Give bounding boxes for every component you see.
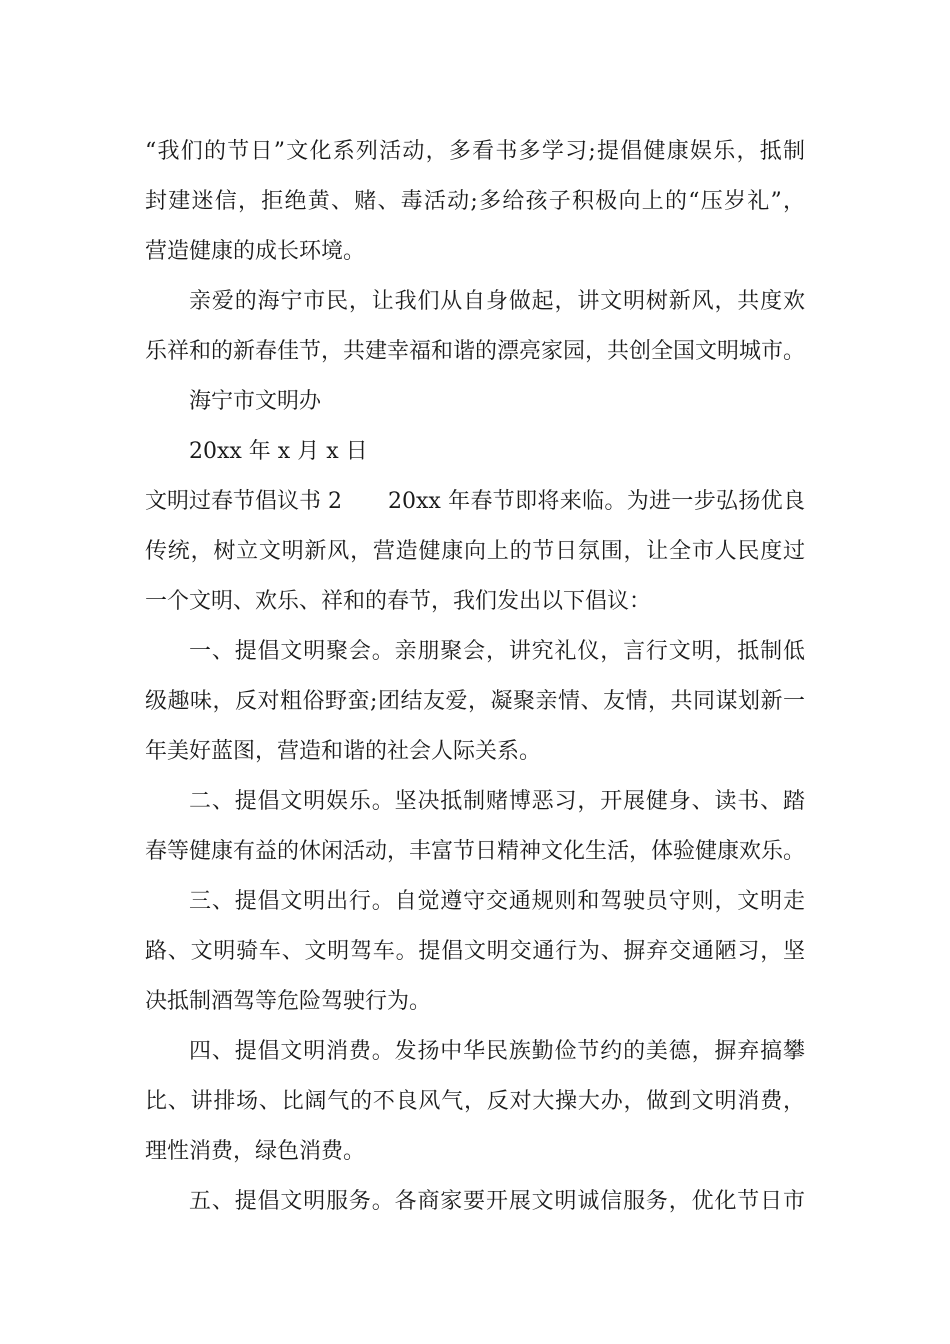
section-heading-line bbox=[0, 487, 950, 517]
text-line bbox=[0, 987, 950, 1017]
line-text: 营造健康的成长环境。 bbox=[145, 239, 366, 264]
line-text: 五、提倡文明服务。各商家要开展文明诚信服务，优化节日市 bbox=[189, 1189, 805, 1214]
text-line bbox=[0, 1187, 950, 1217]
line-text: 春等健康有益的休闲活动，丰富节日精神文化生活，体验健康欢乐。 bbox=[145, 839, 806, 864]
line-text: 一、提倡文明聚会。亲朋聚会，讲究礼仪，言行文明，抵制低 bbox=[189, 639, 805, 664]
line-text: 四、提倡文明消费。发扬中华民族勤俭节约的美德，摒弃搞攀 bbox=[189, 1039, 805, 1064]
line-text: 一个文明、欢乐、祥和的春节，我们发出以下倡议： bbox=[145, 589, 652, 614]
signature-org bbox=[0, 387, 950, 417]
text-line bbox=[0, 1087, 950, 1117]
line-text: 传统，树立文明新风，营造健康向上的节日氛围，让全市人民度过 bbox=[145, 539, 805, 564]
line-text: 三、提倡文明出行。自觉遵守交通规则和驾驶员守则，文明走 bbox=[189, 889, 805, 914]
text-line bbox=[0, 887, 950, 917]
line-text: 级趣味，反对粗俗野蛮;团结友爱，凝聚亲情、友情，共同谋划新一 bbox=[145, 689, 805, 714]
line-text: 理性消费，绿色消费。 bbox=[145, 1139, 366, 1164]
line-text: 20xx 年春节即将来临。为进一步弘扬优良 bbox=[388, 489, 805, 514]
text-line bbox=[0, 137, 950, 167]
text-line bbox=[0, 587, 950, 617]
line-text: 乐祥和的新春佳节，共建幸福和谐的漂亮家园，共创全国文明城市。 bbox=[145, 339, 806, 364]
text-line bbox=[0, 337, 950, 367]
section-title: 文明过春节倡议书 2 bbox=[145, 489, 342, 514]
text-line bbox=[0, 737, 950, 767]
line-text: 20xx 年 x 月 x 日 bbox=[189, 439, 368, 464]
line-text: 二、提倡文明娱乐。坚决抵制赌博恶习，开展健身、读书、踏 bbox=[189, 789, 805, 814]
line-text: 比、讲排场、比阔气的不良风气，反对大操大办，做到文明消费， bbox=[145, 1089, 805, 1114]
line-text: 亲爱的海宁市民，让我们从自身做起，讲文明树新风，共度欢 bbox=[189, 289, 805, 314]
text-line bbox=[0, 837, 950, 867]
signature-date bbox=[0, 437, 950, 467]
text-line bbox=[0, 687, 950, 717]
line-text: 年美好蓝图，营造和谐的社会人际关系。 bbox=[145, 739, 542, 764]
text-line bbox=[0, 537, 950, 567]
line-text: 决抵制酒驾等危险驾驶行为。 bbox=[145, 989, 432, 1014]
text-line bbox=[0, 937, 950, 967]
text-line bbox=[0, 237, 950, 267]
line-text: 封建迷信，拒绝黄、赌、毒活动;多给孩子积极向上的“压岁礼”， bbox=[145, 189, 805, 214]
line-text: 路、文明骑车、文明驾车。提倡文明交通行为、摒弃交通陋习，坚 bbox=[145, 939, 805, 964]
text-line bbox=[0, 637, 950, 667]
text-line bbox=[0, 1137, 950, 1167]
line-text: 海宁市文明办 bbox=[189, 389, 322, 414]
text-line bbox=[0, 1037, 950, 1067]
text-line bbox=[0, 287, 950, 317]
text-line bbox=[0, 787, 950, 817]
line-text: “我们的节日”文化系列活动，多看书多学习;提倡健康娱乐，抵制 bbox=[145, 139, 805, 164]
text-line bbox=[0, 187, 950, 217]
